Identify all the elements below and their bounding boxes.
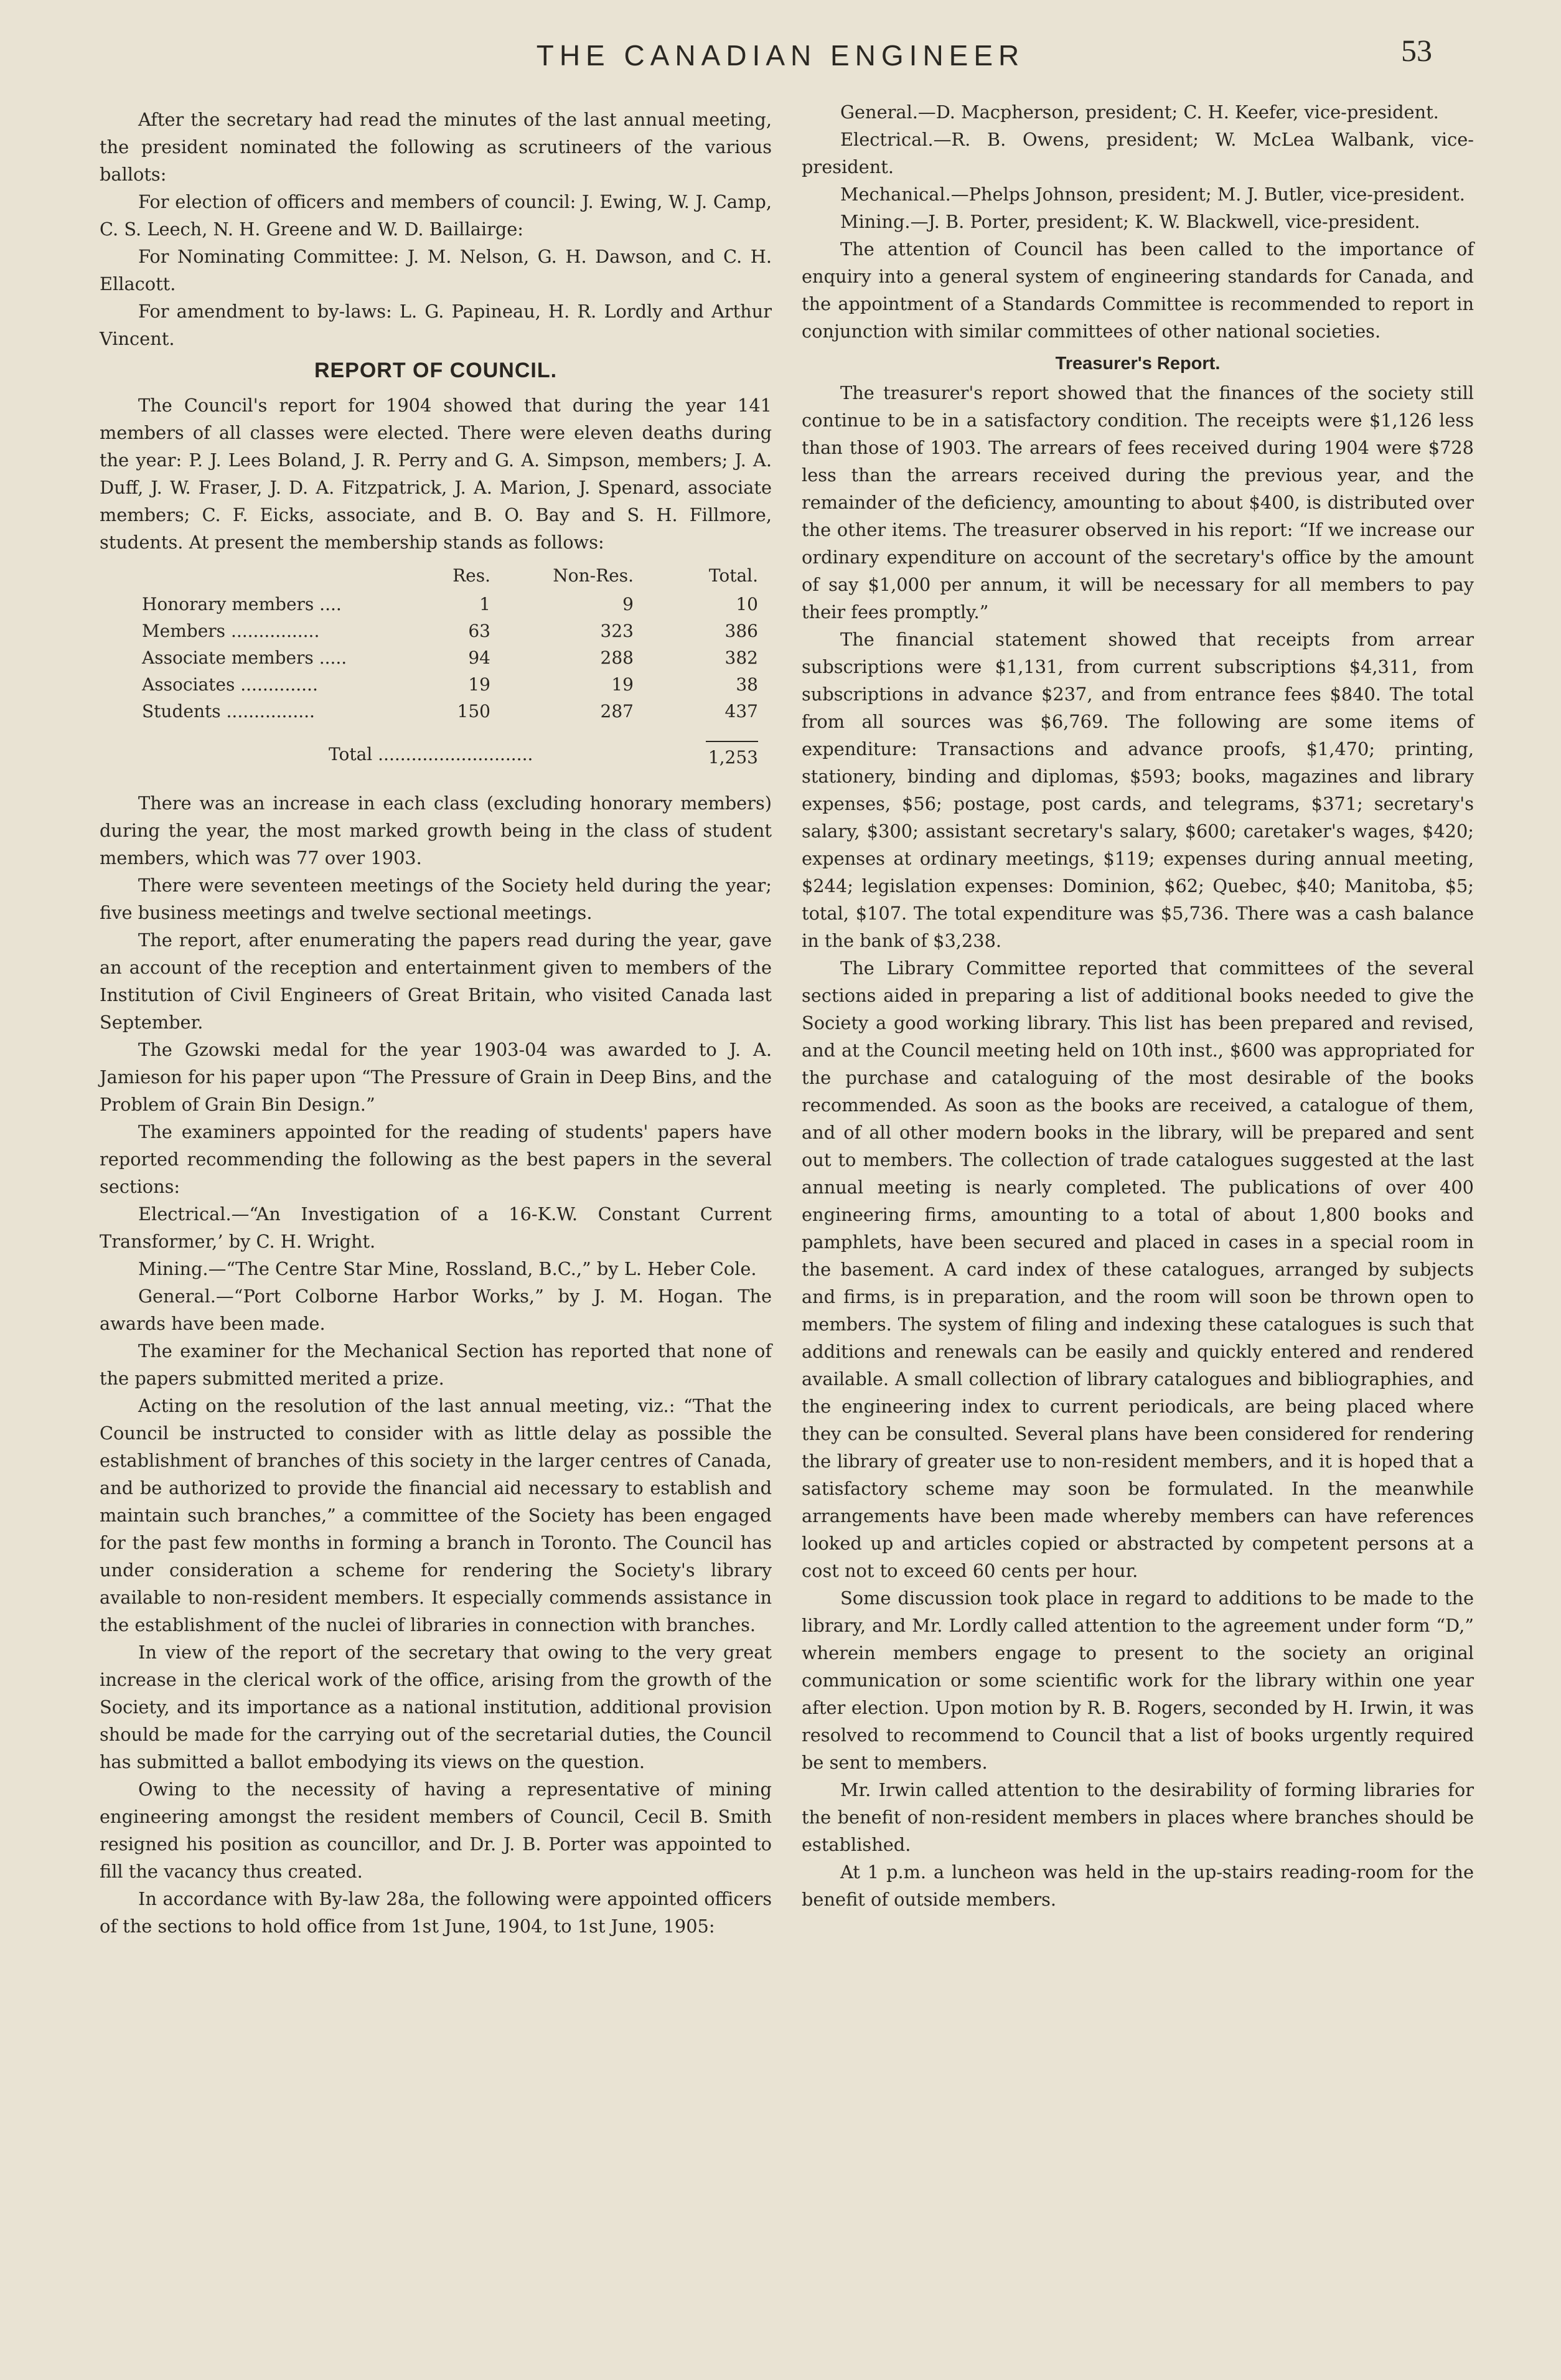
cell-nonres: 288 xyxy=(600,647,634,668)
total-label: Total ............................ xyxy=(329,743,533,764)
cell-nonres: 287 xyxy=(600,701,634,722)
cell-nonres: 19 xyxy=(611,674,634,695)
cell-res: 1 xyxy=(479,594,490,614)
sum-rule xyxy=(706,741,758,742)
table-header-row xyxy=(142,560,758,591)
table-row xyxy=(142,671,758,698)
column-header: Total. xyxy=(708,565,758,586)
paragraph: Owing to the necessity of having a representative of mining engineering amongst the resident members of Council, Cecil B. Smith resigned his position as councillor, and Dr. J. B. Porter was appointed to fill the vacancy thus created. xyxy=(100,1779,772,1882)
row-label: Associates .............. xyxy=(142,674,318,695)
paragraph: The examiners appointed for the reading of students' papers have reported recommending the following as the best papers in the several sections: xyxy=(100,1121,772,1197)
paragraph: Some discussion took place in regard to additions to be made to the library, and Mr. Lordly called attention to the agreement under form “D,” wherein members engage to present to the society an original communication or some scientific work for the library within one year after election. Upon motion by R. B. Rogers, seconded by H. Irwin, it was resolved to recommend to Council that a list of books urgently required be sent to members. xyxy=(802,1587,1474,1773)
paragraph: The attention of Council has been called to the importance of enquiry into a general system of engineering standards for Canada, and the appointment of a Standards Committee is recommended to report in conjunction with similar committees of other national societies. xyxy=(802,238,1474,342)
cell-nonres: 9 xyxy=(622,594,634,614)
left-column xyxy=(100,106,772,1940)
row-label: Students ................ xyxy=(142,701,315,722)
paragraph: There were seventeen meetings of the Society held during the year; five business meetings and twelve sectional meetings. xyxy=(100,875,772,923)
cell-total: 382 xyxy=(724,647,758,668)
section-heading: Treasurer's Report. xyxy=(1055,354,1221,374)
page-number: 53 xyxy=(1401,33,1432,68)
running-header: THE CANADIAN ENGINEER xyxy=(536,39,1025,72)
paragraph: General.—“Port Colborne Harbor Works,” by J. M. Hogan. The awards have been made. xyxy=(100,1286,772,1334)
column-header: Res. xyxy=(452,565,490,586)
cell-res: 94 xyxy=(468,647,490,668)
paragraph: General.—D. Macpherson, president; C. H. Keefer, vice-president. xyxy=(840,101,1439,123)
paragraph: The Council's report for 1904 showed that during the year 141 members of all classes were elected. There were eleven deaths during the year: P. J. Lees Boland, J. R. Perry and G. A. Simpson, members; J. A. Duff, J. W. Fraser, J. D. A. Fitzpatrick, J. A. Marion, J. Spenard, associate members; C. F. Eicks, associate, and B. O. Bay and S. H. Fillmore, students. At present the membership stands as follows: xyxy=(100,395,772,553)
paragraph: For Nominating Committee: J. M. Nelson, G. H. Dawson, and C. H. Ellacott. xyxy=(100,246,772,294)
paragraph: There was an increase in each class (excluding honorary members) during the year, the most marked growth being in the class of student members, which was 77 over 1903. xyxy=(100,793,772,868)
paragraph: Mechanical.—Phelps Johnson, president; M. J. Butler, vice-president. xyxy=(840,184,1465,205)
cell-total: 38 xyxy=(736,674,758,695)
total-value: 1,253 xyxy=(708,746,758,768)
table-row xyxy=(142,698,758,725)
paragraph: In accordance with By-law 28a, the following were appointed officers of the sections to hold office from 1st June, 1904, to 1st June, 1905: xyxy=(100,1888,772,1937)
paragraph: The treasurer's report showed that the finances of the society still continue to be in a satisfactory condition. The receipts were $1,126 less than those of 1903. The arrears of fees received during 1904 were $728 less than the arrears received during the previous year, and the remainder of the deficiency, amounting to about $400, is distributed over the other items. The treasurer observed in his report: “If we increase our ordinary expenditure on account of the secretary's office by the amount of say $1,000 per annum, it will be necessary for all members to pay their fees promptly.” xyxy=(802,382,1474,623)
membership-table xyxy=(142,560,758,772)
paragraph: The financial statement showed that receipts from arrear subscriptions were $1,131, from current subscriptions $4,311, from subscriptions in advance $237, and from entrance fees $840. The total from all sources was $6,769. The following are some items of expenditure: Transactions and advance proofs, $1,470; printing, stationery, binding and diplomas, $593; books, magazines and library expenses, $56; postage, post cards, and telegrams, $371; secretary's salary, $300; assistant secretary's salary, $600; caretaker's wages, $420; expenses at ordinary meetings, $119; expenses during annual meeting, $244; legislation expenses: Dominion, $62; Quebec, $40; Manitoba, $5; total, $107. The total expenditure was $5,736. There was a cash balance in the bank of $3,238. xyxy=(802,629,1474,951)
paragraph: In view of the report of the secretary that owing to the very great increase in the clerical work of the office, arising from the growth of the Society, and its importance as a national institution, additional provision should be made for the carrying out of the secretarial duties, the Council has submitted a ballot embodying its views on the question. xyxy=(100,1642,772,1772)
paragraph: The Gzowski medal for the year 1903-04 was awarded to J. A. Jamieson for his paper upon “The Pressure of Grain in Deep Bins, and the Problem of Grain Bin Design.” xyxy=(100,1039,772,1115)
cell-res: 19 xyxy=(468,674,490,695)
column-header: Non-Res. xyxy=(553,565,634,586)
right-column xyxy=(802,98,1474,1913)
row-label: Associate members ..... xyxy=(142,647,347,668)
row-label: Honorary members .... xyxy=(142,594,342,614)
row-label: Members ................ xyxy=(142,621,320,641)
section-heading: REPORT OF COUNCIL. xyxy=(314,359,558,382)
table-total-row xyxy=(142,725,758,772)
paragraph: For amendment to by-laws: L. G. Papineau, H. R. Lordly and Arthur Vincent. xyxy=(100,301,772,349)
cell-total: 386 xyxy=(724,621,758,641)
paragraph: The examiner for the Mechanical Section has reported that none of the papers submitted merited a prize. xyxy=(100,1340,772,1389)
table-row xyxy=(142,644,758,671)
paragraph: The Library Committee reported that committees of the several sections aided in preparing a list of additional books needed to give the Society a good working library. This list has been prepared and revised, and at the Council meeting held on 10th inst., $600 was appropriated for the purchase and cataloguing of the most desirable of the books recommended. As soon as the books are received, a catalogue of them, and of all other modern books in the library, will be prepared and sent out to members. The collection of trade catalogues suggested at the last annual meeting is nearly completed. The publications of over 400 engineering firms, amounting to a total of about 1,800 books and pamphlets, have been secured and placed in cases in a special room in the basement. A card index of these catalogues, arranged by subjects and firms, is in preparation, and the room will soon be thrown open to members. The system of filing and indexing these catalogues is such that additions and renewals can be easily and quickly entered and rendered available. A small collection of library catalogues and bibliographies, and the engineering index to current periodicals, are being placed where they can be consulted. Several plans have been considered for rendering the library of greater use to non-resident members, and it is hoped that a satisfactory scheme may soon be formulated. In the meanwhile arrangements have been made whereby members can have references looked up and articles copied or abstracted by competent persons at a cost not to exceed 60 cents per hour. xyxy=(802,957,1474,1581)
table-row xyxy=(142,591,758,618)
paragraph: For election of officers and members of council: J. Ewing, W. J. Camp, C. S. Leech, N. H. Greene and W. D. Baillairge: xyxy=(100,191,772,240)
table-row xyxy=(142,618,758,644)
paragraph: Mr. Irwin called attention to the desirability of forming libraries for the benefit of non-resident members in places where branches should be established. xyxy=(802,1779,1474,1855)
paragraph: Mining.—“The Centre Star Mine, Rossland, B.C.,” by L. Heber Cole. xyxy=(138,1258,757,1279)
paragraph: After the secretary had read the minutes of the last annual meeting, the president nominated the following as scrutineers of the various ballots: xyxy=(100,109,772,185)
paragraph: Acting on the resolution of the last annual meeting, viz.: “That the Council be instructed to consider with as little delay as possible the establishment of branches of this society in the larger centres of Canada, and be authorized to provide the financial aid necessary to establish and maintain such branches,” a committee of the Society has been engaged for the past few months in forming a branch in Toronto. The Council has under consideration a scheme for rendering the Society's library available to non-resident members. It especially commends assistance in the establishment of the nuclei of libraries in connection with branches. xyxy=(100,1395,772,1635)
cell-nonres: 323 xyxy=(600,621,634,641)
paragraph: Electrical.—“An Investigation of a 16-K.W. Constant Current Transformer,’ by C. H. Wright. xyxy=(100,1203,772,1252)
paragraph: Electrical.—R. B. Owens, president; W. McLea Walbank, vice-president. xyxy=(802,129,1474,177)
paragraph: Mining.—J. B. Porter, president; K. W. Blackwell, vice-president. xyxy=(840,211,1420,232)
paragraph: At 1 p.m. a luncheon was held in the up-stairs reading-room for the benefit of outside members. xyxy=(802,1861,1474,1910)
paragraph: The report, after enumerating the papers read during the year, gave an account of the reception and entertainment given to members of the Institution of Civil Engineers of Great Britain, who visited Canada last September. xyxy=(100,929,772,1033)
cell-total: 10 xyxy=(736,594,758,614)
cell-res: 63 xyxy=(468,621,490,641)
cell-res: 150 xyxy=(457,701,490,722)
cell-total: 437 xyxy=(724,701,758,722)
